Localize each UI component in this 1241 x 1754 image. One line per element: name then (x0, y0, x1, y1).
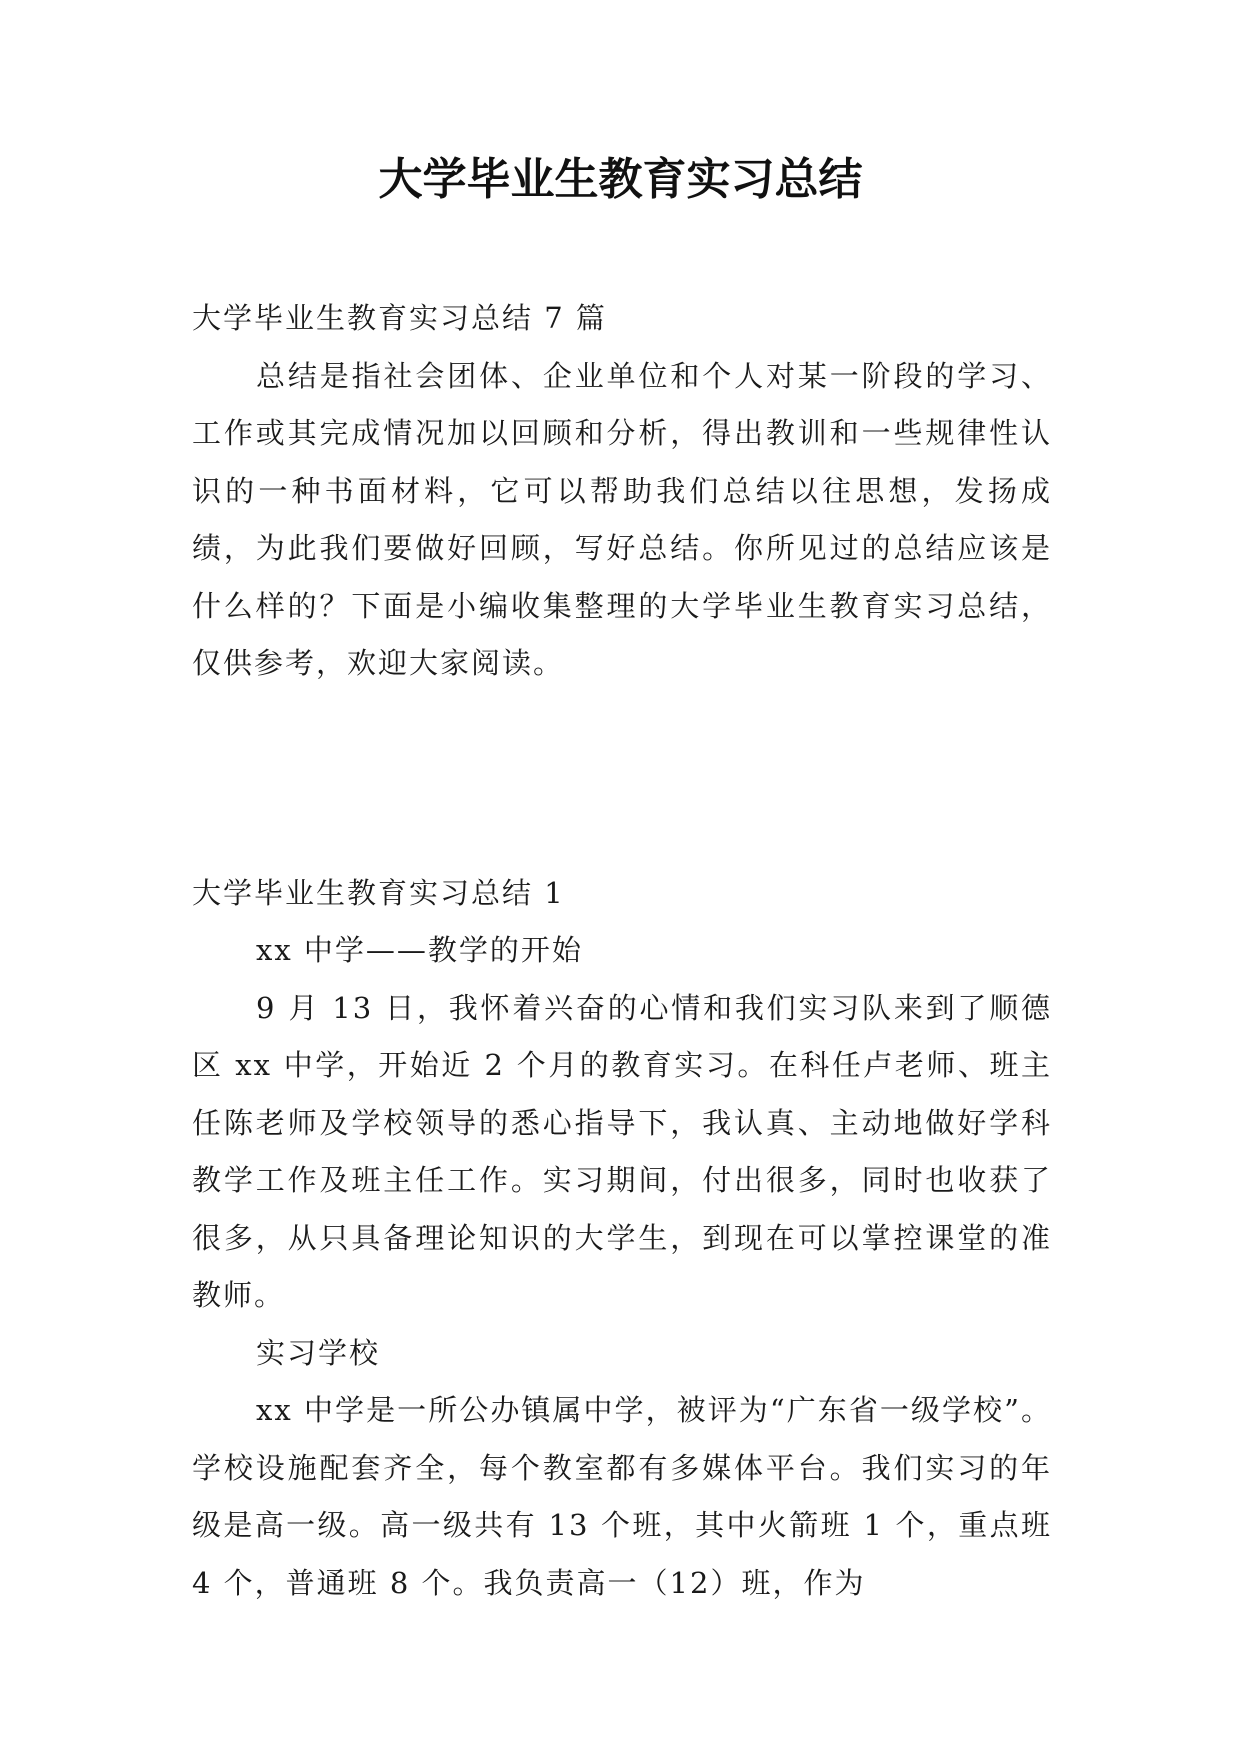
document-title: 大学毕业生教育实习总结 (378, 154, 863, 205)
body-paragraph: 9 月 13 日，我怀着兴奋的心情和我们实习队来到了顺德区 xx 中学，开始近 2 个月的教育实习。在科任卢老师、班主任陈老师及学校领导的悉心指导下，我认真、主动地做好学科教学工作及班主任工作。实习期间，付出很多，同时也收获了很多，从只具备理论知识的大学生，到现在可以掌控课堂的准教师。 (192, 990, 1052, 1312)
body-paragraph: xx 中学是一所公办镇属中学，被评为“广东省一级学校”。学校设施配套齐全，每个教室都有多媒体平台。我们实习的年级是高一级。高一级共有 13 个班，其中火箭班 1 个，重点班 4 个，普通班 8 个。我负责高一（12）班，作为 (192, 1393, 1052, 1600)
section-subheading: xx 中学——教学的开始 (256, 933, 583, 967)
section-heading: 大学毕业生教育实习总结 1 (192, 875, 565, 910)
subsection-heading: 实习学校 (256, 1335, 381, 1370)
document-body (192, 290, 1052, 1612)
intro-paragraph: 总结是指社会团体、企业单位和个人对某一阶段的学习、工作或其完成情况加以回顾和分析，得出教训和一些规律性认识的一种书面材料，它可以帮助我们总结以往思想，发扬成绩，为此我们要做好回顾，写好总结。你所见过的总结应该是什么样的？下面是小编收集整理的大学毕业生教育实习总结，仅供参考，欢迎大家阅读。 (192, 358, 1052, 680)
section-spacer (192, 693, 1052, 865)
document-subtitle: 大学毕业生教育实习总结 7 篇 (192, 301, 607, 335)
